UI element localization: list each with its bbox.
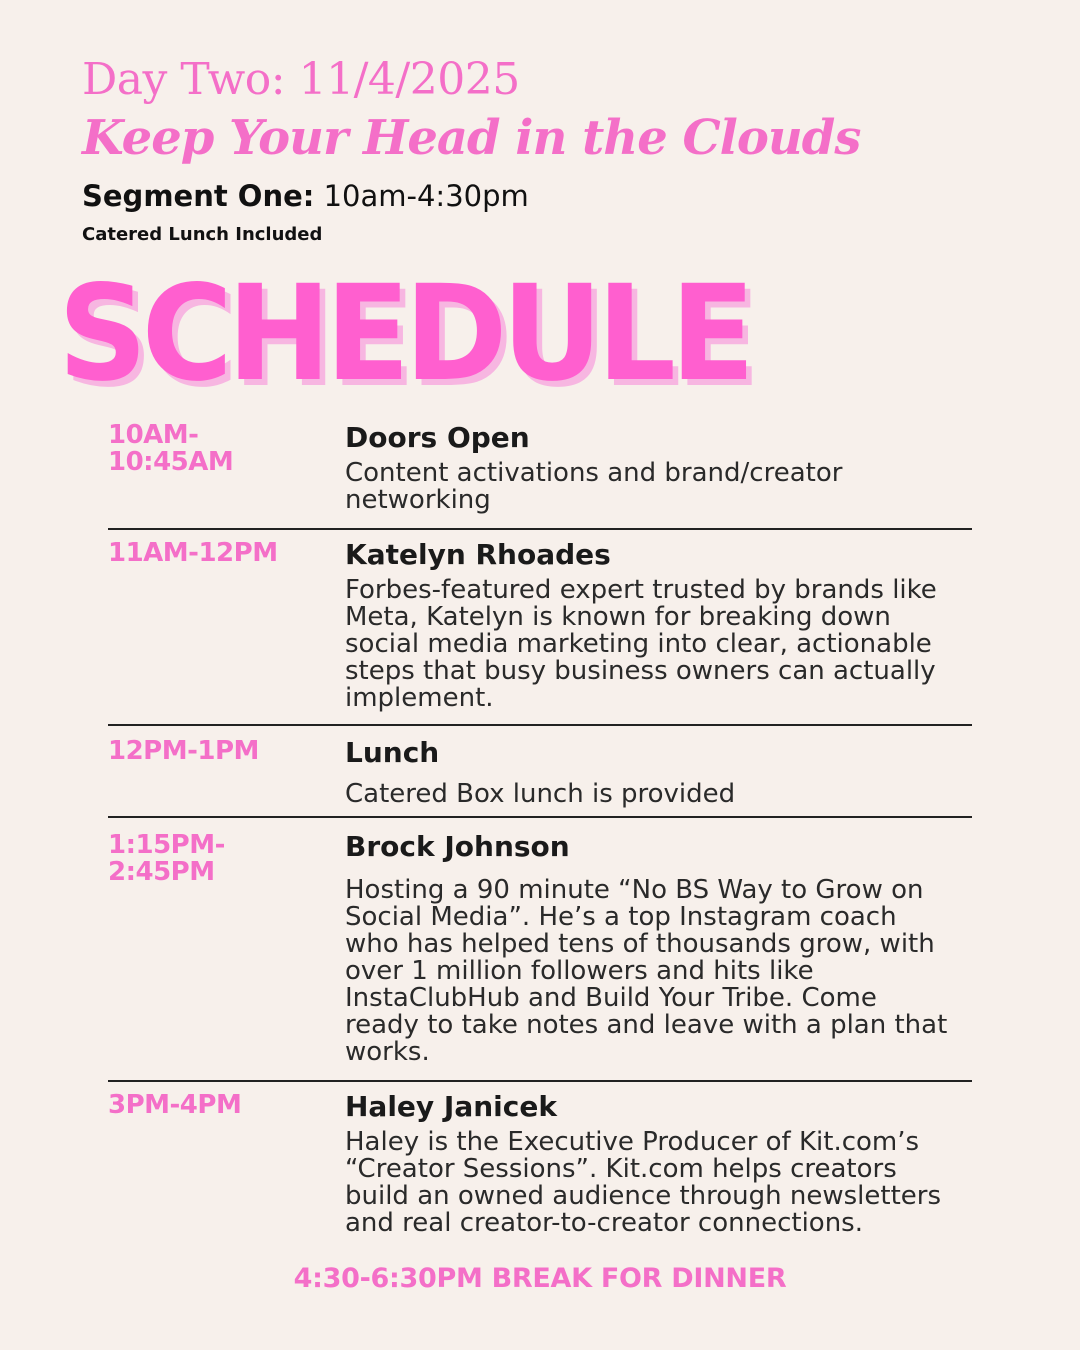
session-description: Content activations and brand/creator networking	[345, 458, 843, 515]
schedule-list	[108, 420, 972, 1237]
session-detail	[345, 540, 972, 712]
segment-time: 10am-4:30pm	[323, 179, 529, 213]
schedule-row-doors-open	[108, 420, 972, 530]
session-detail	[345, 832, 972, 1066]
session-name: Brock Johnson	[345, 830, 570, 863]
session-name: Katelyn Rhoades	[345, 538, 611, 571]
theme-title: Keep Your Head in the Clouds	[82, 110, 861, 166]
session-description: Catered Box lunch is provided	[345, 779, 736, 809]
session-time: 1:15PM- 2:45PM	[108, 830, 225, 887]
dinner-break-note: 4:30-6:30PM BREAK FOR DINNER	[293, 1263, 787, 1294]
session-time: 10AM- 10:45AM	[108, 420, 234, 477]
session-description: Haley is the Executive Producer of Kit.com’s “Creator Sessions”. Kit.com helps creators build an owned audience through newsletters and real creator-to-creator connections.	[345, 1127, 942, 1238]
schedule-heading: SCHEDULE	[58, 257, 750, 411]
session-detail	[345, 422, 972, 514]
session-name: Doors Open	[345, 421, 530, 454]
session-time: 12PM-1PM	[108, 736, 259, 766]
session-description: Hosting a 90 minute “No BS Way to Grow on Social Media”. He’s a top Instagram coach who has helped tens of thousands grow, with over 1 million followers and hits like InstaClubHub and Build Your Tribe. Come ready to take notes and leave with a plan that works.	[345, 875, 948, 1067]
schedule-row-lunch	[108, 726, 972, 818]
schedule-row-katelyn-rhoades	[108, 530, 972, 726]
session-description: Forbes-featured expert trusted by brands like Meta, Katelyn is known for breaking down social media marketing into clear, actionable steps that busy business owners can actually implement.	[345, 575, 937, 713]
session-detail	[345, 738, 972, 808]
session-time: 3PM-4PM	[108, 1090, 242, 1120]
session-detail	[345, 1092, 972, 1237]
day-title: Day Two: 11/4/2025	[82, 54, 520, 105]
lunch-note: Catered Lunch Included	[82, 224, 323, 245]
schedule-row-brock-johnson	[108, 818, 972, 1082]
schedule-row-haley-janicek	[108, 1082, 972, 1237]
session-name: Haley Janicek	[345, 1090, 557, 1123]
session-time: 11AM-12PM	[108, 538, 278, 568]
segment-line	[82, 179, 529, 213]
session-name: Lunch	[345, 736, 440, 769]
segment-label: Segment One:	[82, 179, 315, 213]
